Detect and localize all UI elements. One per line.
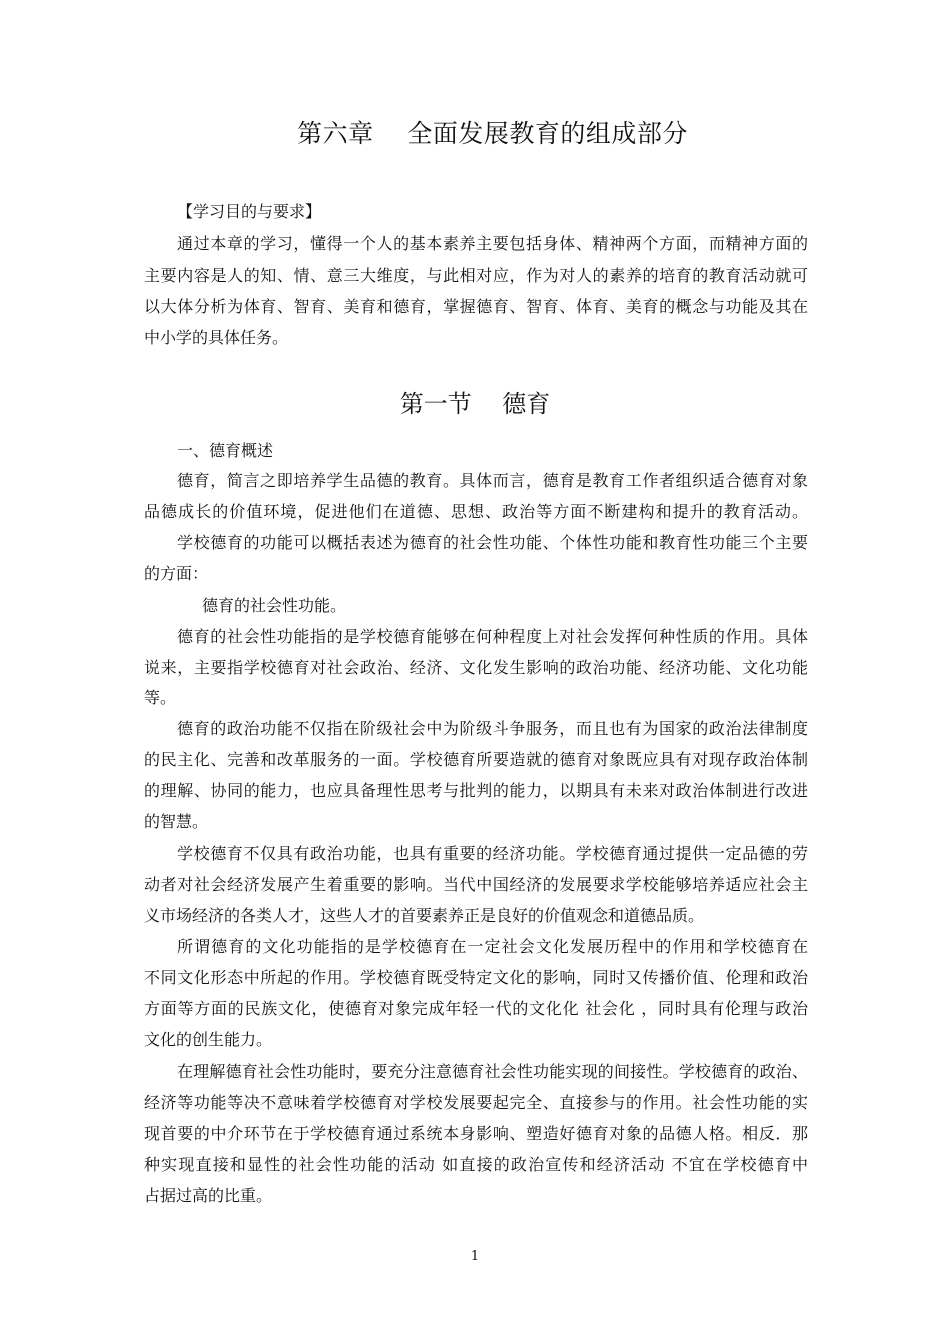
body-line: 的民主化、完善和改革服务的一面。学校德育所要造就的德育对象既应具有对现存政治体制 — [144, 750, 808, 769]
body-line: 的方面： — [144, 564, 209, 583]
body-line: 德育，简言之即培养学生品德的教育。具体而言，德育是教育工作者组织适合德育对象 — [177, 471, 808, 490]
objectives-heading: 【学习目的与要求】 — [177, 202, 322, 221]
body-line: 动者对社会经济发展产生着重要的影响。当代中国经济的发展要求学校能够培养适应社会主 — [144, 875, 808, 894]
body-line: 德育的社会性功能。 — [202, 596, 347, 615]
body-line: 品德成长的价值环境，促进他们在道德、思想、政治等方面不断建构和提升的教育活动。 — [144, 502, 808, 521]
body-line: 等。 — [144, 688, 177, 707]
objectives-line: 以大体分析为体育、智育、美育和德育，掌握德育、智育、体育、美育的概念与功能及其在 — [144, 297, 808, 316]
body-line: 经济等功能等决不意味着学校德育对学校发展要起完全、直接参与的作用。社会性功能的实 — [144, 1093, 808, 1112]
body-line: 义市场经济的各类人才，这些人才的首要素养正是良好的价值观念和道德品质。 — [144, 906, 705, 925]
body-line: 的智慧。 — [144, 812, 209, 831]
body-line: 文化的创生能力。 — [144, 1030, 273, 1049]
body-line: 德育的政治功能不仅指在阶级社会中为阶级斗争服务，而且也有为国家的政治法律制度 — [177, 719, 808, 738]
body-line: 不同文化形态中所起的作用。学校德育既受特定文化的影响，同时又传播价值、伦理和政治 — [144, 968, 808, 987]
body-line: 所谓德育的文化功能指的是学校德育在一定社会文化发展历程中的作用和学校德育在 — [177, 937, 808, 956]
section-title: 第一节 德育 — [399, 390, 551, 418]
body-line: 种实现直接和显性的社会性功能的活动 如直接的政治宣传和经济活动 不宜在学校德育中 — [144, 1155, 808, 1174]
objectives-line: 中小学的具体任务。 — [144, 328, 289, 347]
page-number: 1 — [470, 1249, 480, 1264]
body-line: 说来，主要指学校德育对社会政治、经济、文化发生影响的政治功能、经济功能、文化功能 — [144, 658, 808, 677]
body-line: 现首要的中介环节在于学校德育通过系统本身影响、塑造好德育对象的品德人格。相反．那 — [144, 1124, 808, 1143]
objectives-line: 主要内容是人的知、情、意三大维度，与此相对应，作为对人的素养的培育的教育活动就可 — [144, 266, 808, 285]
objectives-line: 通过本章的学习，懂得一个人的基本素养主要包括身体、精神两个方面，而精神方面的 — [177, 234, 808, 253]
subsection-heading: 一、德育概述 — [177, 441, 274, 460]
body-line: 学校德育的功能可以概括表述为德育的社会性功能、个体性功能和教育性功能三个主要 — [177, 533, 808, 552]
chapter-title: 第六章 全面发展教育的组成部分 — [297, 119, 688, 148]
body-line: 方面等方面的民族文化，使德育对象完成年轻一代的文化化 社会化 ，同时具有伦理与政治 — [144, 999, 808, 1018]
body-line: 占据过高的比重。 — [144, 1186, 273, 1205]
body-line: 德育的社会性功能指的是学校德育能够在何种程度上对社会发挥何种性质的作用。具体 — [177, 627, 808, 646]
body-line: 的理解、协同的能力，也应具备理性思考与批判的能力，以期具有未来对政治体制进行改进 — [144, 781, 808, 800]
body-line: 在理解德育社会性功能时，要充分注意德育社会性功能实现的间接性。学校德育的政治、 — [177, 1062, 808, 1081]
body-line: 学校德育不仅具有政治功能，也具有重要的经济功能。学校德育通过提供一定品德的劳 — [177, 844, 808, 863]
